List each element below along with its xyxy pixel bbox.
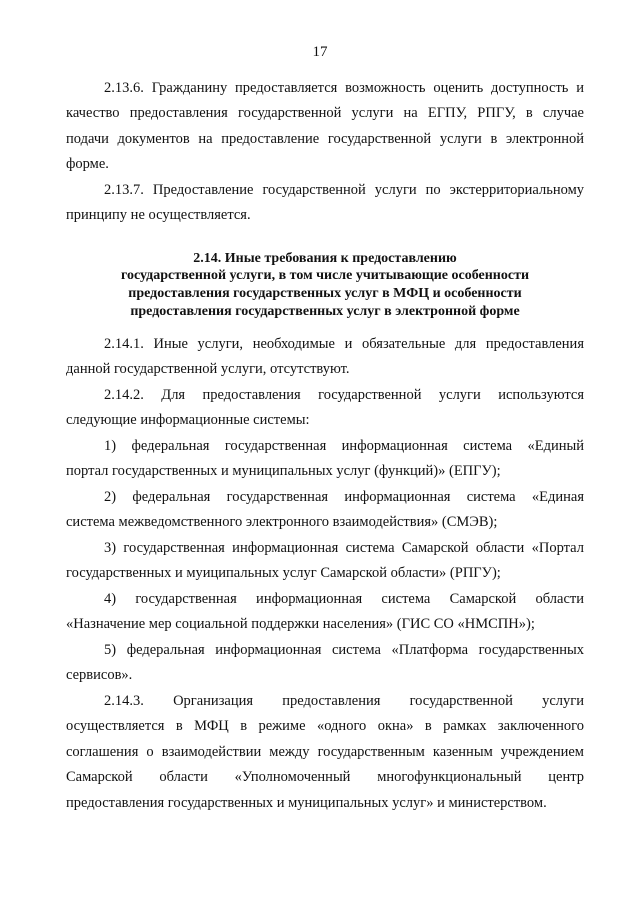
list-item-5-line: сервисов». [66,667,133,683]
paragraph-2-14-3-line: осуществляется в МФЦ в режиме «одного окна» в рамках заключенного [66,718,584,734]
paragraph-2-14-3-line: 2.14.3. Организация предоставления государственной услуги [104,693,584,709]
section-heading-line: предоставления государственных услуг в электронной форме [130,304,520,319]
list-item-4-line: 4) государственная информационная система Самарской области [104,591,584,607]
paragraph-2-14-2-line: следующие информационные системы: [66,412,310,428]
paragraph-2-14-1-line: данной государственной услуги, отсутствуют. [66,361,350,377]
paragraph-2-14-1-line: 2.14.1. Иные услуги, необходимые и обязательные для предоставления [104,336,584,352]
list-item-1-line: портал государственных и муниципальных услуг (функций)» (ЕПГУ); [66,463,501,479]
list-item-3-line: 3) государственная информационная система Самарской области «Портал [104,540,584,556]
list-item-5-line: 5) федеральная информационная система «Платформа государственных [104,642,584,658]
paragraph-2-13-6-line: 2.13.6. Гражданину предоставляется возможность оценить доступность и [104,80,584,96]
section-heading-line: 2.14. Иные требования к предоставлению [193,251,457,266]
paragraph-2-13-6-line: качество предоставления государственной услуги на ЕГПУ, РПГУ, в случае [66,105,584,121]
paragraph-2-13-7-line: 2.13.7. Предоставление государственной услуги по экстерриториальному [104,182,584,198]
paragraph-2-14-3-line: соглашения о взаимодействии между государственным казенным учреждением [66,744,584,760]
list-item-4-line: «Назначение мер социальной поддержки населения» (ГИС СО «НМСПН»); [66,616,535,632]
paragraph-2-13-6-line: подачи документов на предоставление государственной услуги в электронной [66,131,584,147]
paragraph-2-13-7-line: принципу не осуществляется. [66,207,251,223]
page-number: 17 [312,44,328,60]
section-heading-line: государственной услуги, в том числе учитывающие особенности [120,268,530,283]
list-item-2-line: 2) федеральная государственная информационная система «Единая [104,489,584,505]
list-item-3-line: государственных и муиципальных услуг Самарской области» (РПГУ); [66,565,501,581]
section-heading-line: предоставления государственных услуг в МФЦ и особенности [128,286,522,301]
paragraph-2-14-3-line: предоставления государственных и муниципальных услуг» и министерством. [66,795,547,811]
list-item-1-line: 1) федеральная государственная информационная система «Единый [104,438,584,454]
paragraph-2-14-3-line: Самарской области «Уполномоченный многофункциональный центр [66,769,584,785]
list-item-2-line: система межведомственного электронного взаимодействия» (СМЭВ); [66,514,498,530]
paragraph-2-13-6-line: форме. [66,156,109,172]
paragraph-2-14-2-line: 2.14.2. Для предоставления государственной услуги используются [104,387,584,403]
